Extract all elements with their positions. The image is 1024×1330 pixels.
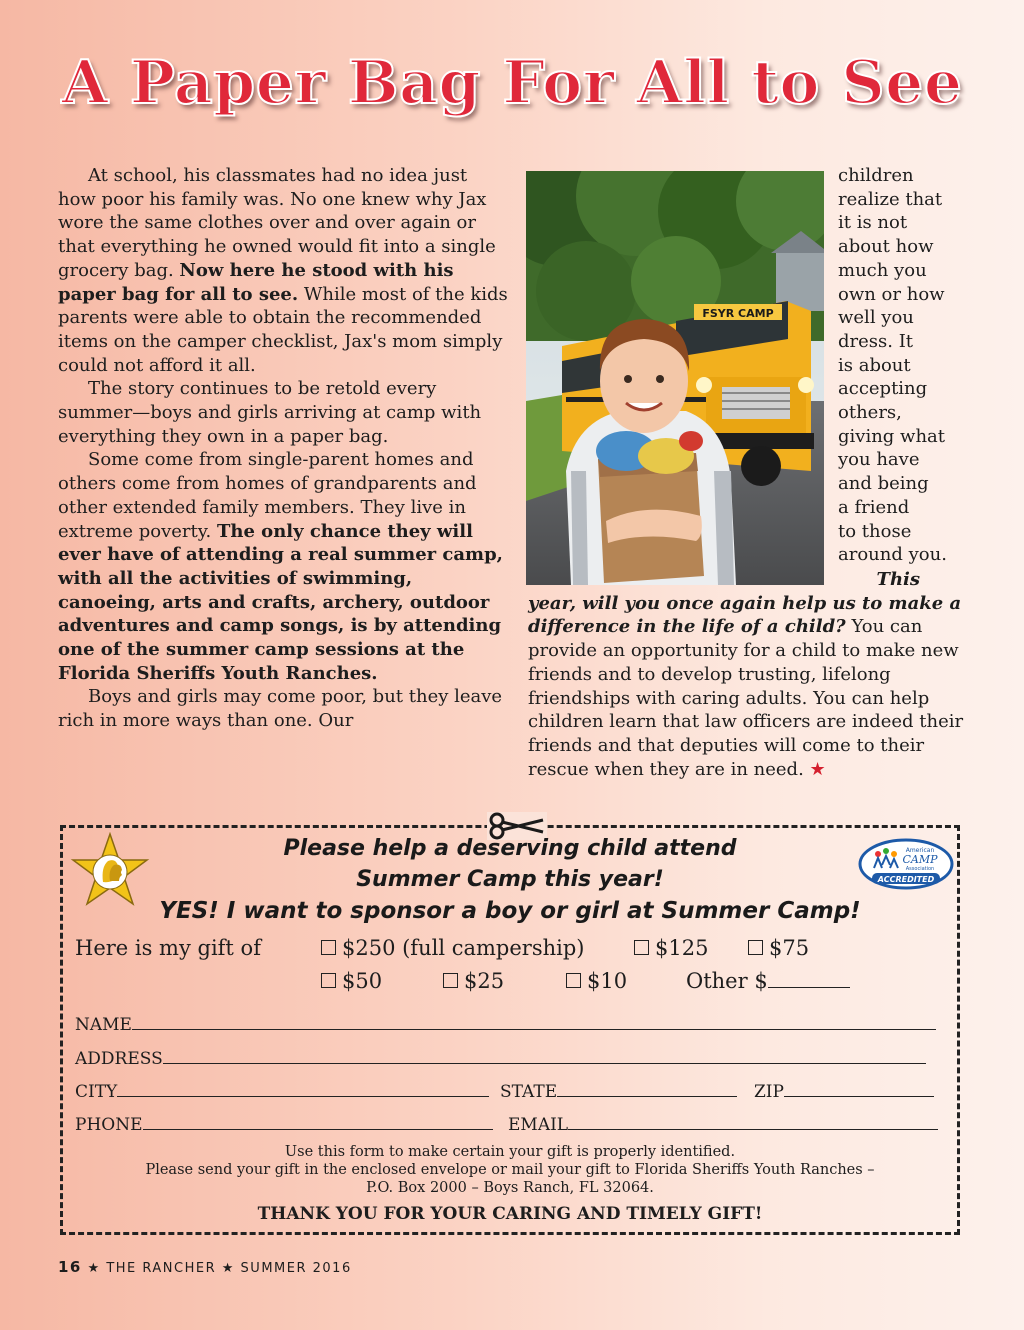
page-title: A Paper Bag For All to See (61, 48, 963, 118)
issue-name: SUMMER 2016 (240, 1261, 352, 1276)
body-text: Boys and girls may come poor, but they leave rich in more ways than one. Our (58, 686, 503, 732)
wrap-line: and being (838, 473, 929, 495)
checkbox-10[interactable] (566, 973, 581, 988)
option-125[interactable]: $125 (634, 936, 708, 960)
wrap-line: is about (838, 354, 911, 376)
svg-text:CAMP: CAMP (902, 853, 938, 866)
wrap-line: others, (838, 402, 902, 424)
article-wrap-column (838, 164, 963, 567)
checkbox-25[interactable] (443, 973, 458, 988)
wrap-line: own or how (838, 283, 945, 305)
left-paragraph (58, 685, 508, 732)
emphasis-text: The only chance they will ever have of attending a real summer camp, with all the activities of swimming, canoeing, arts and crafts, archery, outdoor adventures and camp songs, is by attending one of the summer camp sessions at the Florida Sheriffs Youth Ranches. (58, 520, 503, 684)
checkbox-75[interactable] (748, 940, 763, 955)
address-field[interactable] (163, 1047, 926, 1064)
city-row: CITY (75, 1080, 489, 1102)
body-text: The story continues to be retold every summer—boys and girls arriving at camp with everything they own in a paper bag. (58, 378, 482, 447)
option-25[interactable]: $25 (443, 969, 504, 993)
end-star-icon: ★ (809, 758, 826, 780)
article-left-column (58, 164, 508, 733)
wrap-line: much you (838, 259, 927, 281)
left-paragraph (58, 164, 508, 377)
email-row: EMAIL (508, 1113, 938, 1135)
wrap-line: dress. It (838, 330, 914, 352)
wrap-line: giving what (838, 425, 946, 447)
option-50[interactable]: $50 (321, 969, 382, 993)
zip-field[interactable] (784, 1080, 934, 1097)
article-photo (526, 171, 824, 585)
form-note-2: Please send your gift in the enclosed envelope or mail your gift to Florida Sheriffs Youth Ranches – (145, 1162, 875, 1178)
wrap-line: it is not (838, 212, 908, 234)
coupon-headline-2: Summer Camp this year! (356, 867, 664, 892)
left-paragraph (58, 448, 508, 685)
body-text: While most of the kids parents were able to obtain the recommended items on the camper checklist, Jax's mom simply could not afford it all. (58, 283, 508, 376)
appeal-text: You can provide an opportunity for a child to make new friends and to develop trusting, lifelong friendships with caring adults. You can help children learn that law officers are indeed their friends and that deputies will come to their rescue when they are in need. (528, 616, 964, 780)
wrap-line: realize that (838, 188, 943, 210)
footer-star-icon-2: ★ (221, 1261, 235, 1276)
wrap-line: about how (838, 236, 934, 258)
form-note-1: Use this form to make certain your gift is properly identified. (284, 1144, 736, 1160)
wrap-line: accepting (838, 378, 928, 400)
body-text: Some come from single-parent homes and others come from homes of grandparents and other extended family members. They live in extreme poverty. (58, 449, 477, 542)
footer-star-icon: ★ (87, 1261, 101, 1276)
publication-name: THE RANCHER (106, 1261, 217, 1276)
name-row: NAME (75, 1013, 936, 1035)
left-paragraph (58, 377, 508, 448)
checkbox-125[interactable] (634, 940, 649, 955)
coupon-headline-3: YES! I want to sponsor a boy or girl at Summer Camp! (159, 898, 861, 924)
option-10[interactable]: $10 (566, 969, 627, 993)
this-lead: This (876, 569, 920, 590)
body-text: At school, his classmates had no idea just how poor his family was. No one knew why Jax wore the same clothes over and over again or that everything he owned would fit into a single grocery bag. (58, 165, 496, 281)
address-row: ADDRESS (75, 1047, 926, 1069)
boy-with-paper-bag-and-school-bus-image (526, 171, 824, 585)
option-250[interactable]: $250 (full campership) (321, 936, 584, 960)
wrap-line: children (838, 165, 914, 186)
gift-label: Here is my gift of (75, 936, 261, 960)
thank-you-line: THANK YOU FOR YOUR CARING AND TIMELY GIFT! (257, 1204, 763, 1224)
checkbox-250[interactable] (321, 940, 336, 955)
option-other[interactable]: Other $ (686, 969, 850, 993)
phone-row: PHONE (75, 1113, 493, 1135)
svg-text:FSYR CAMP: FSYR CAMP (702, 307, 774, 320)
page-number: 16 (58, 1258, 82, 1276)
other-amount-field[interactable] (768, 971, 850, 988)
city-field[interactable] (117, 1080, 489, 1097)
checkbox-50[interactable] (321, 973, 336, 988)
svg-text:Association: Association (905, 866, 935, 872)
wrap-line: you have (838, 449, 920, 471)
appeal-question: year, will you once again help us to make a difference in the life of a child? (528, 592, 962, 638)
form-note-3: P.O. Box 2000 – Boys Ranch, FL 32064. (366, 1180, 654, 1196)
coupon-headline-1: Please help a deserving child attend (283, 836, 737, 861)
option-75[interactable]: $75 (748, 936, 809, 960)
emphasis-text: Now here he stood with his paper bag for all to see. (58, 259, 454, 305)
svg-text:ACCREDITED: ACCREDITED (877, 875, 935, 884)
svg-text:American: American (905, 847, 935, 854)
name-field[interactable] (132, 1013, 936, 1030)
email-field[interactable] (568, 1113, 938, 1130)
wrap-line: well you (838, 307, 914, 329)
state-field[interactable] (557, 1080, 737, 1097)
wrap-line: to those (838, 520, 912, 542)
zip-row: ZIP (754, 1080, 934, 1102)
wrap-line: around you. (838, 544, 947, 566)
aca-accredited-logo (858, 838, 954, 890)
article-right-column (528, 568, 964, 781)
phone-field[interactable] (143, 1113, 493, 1130)
page-footer (58, 1258, 352, 1276)
wrap-line: a friend (838, 496, 910, 518)
state-row: STATE (500, 1080, 737, 1102)
